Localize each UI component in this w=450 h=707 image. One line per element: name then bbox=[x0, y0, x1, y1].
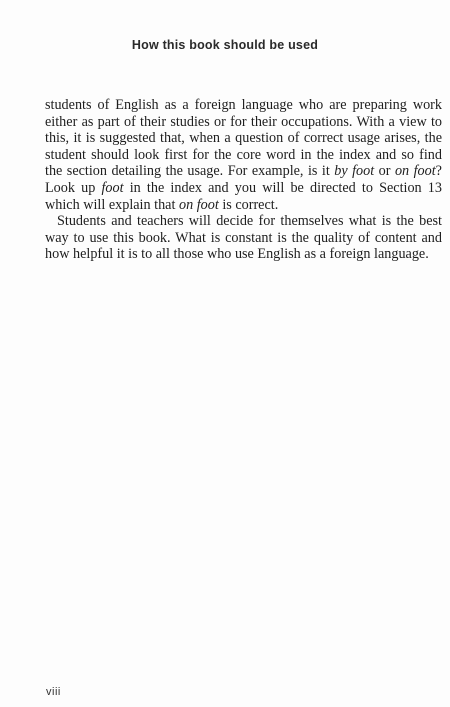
italic-term-foot: foot bbox=[101, 179, 124, 196]
paragraph-1-text-1: students of English as a foreign language who are preparing work either as part of their studies or for their occupations. With a view to this, it is suggested that, when a question of correct usage arises, the student should look first for the core word in the index and so find the section detailing the usage. For example, is it bbox=[45, 97, 442, 180]
body-text bbox=[45, 97, 442, 263]
paragraph-1-text-3: ? Look up bbox=[45, 163, 442, 196]
running-head: How this book should be used bbox=[131, 38, 319, 52]
italic-term-on-foot: on foot bbox=[394, 163, 436, 180]
paragraph-1-text-5: is correct. bbox=[218, 196, 279, 213]
italic-term-on-foot-2: on foot bbox=[178, 196, 219, 213]
paragraph-2: Students and teachers will decide for themselves what is the best way to use this book. What is constant is the quality of content and how helpful it is to all those who use English as a foreign language. bbox=[45, 213, 442, 263]
page-number: viii bbox=[46, 686, 61, 698]
italic-term-by-foot: by foot bbox=[334, 163, 375, 180]
paragraph-1-text-4: in the index and you will be directed to Section 13 which will explain that bbox=[45, 179, 442, 213]
paragraph-1-text-2: or bbox=[374, 163, 395, 180]
paragraph-1 bbox=[45, 97, 442, 213]
